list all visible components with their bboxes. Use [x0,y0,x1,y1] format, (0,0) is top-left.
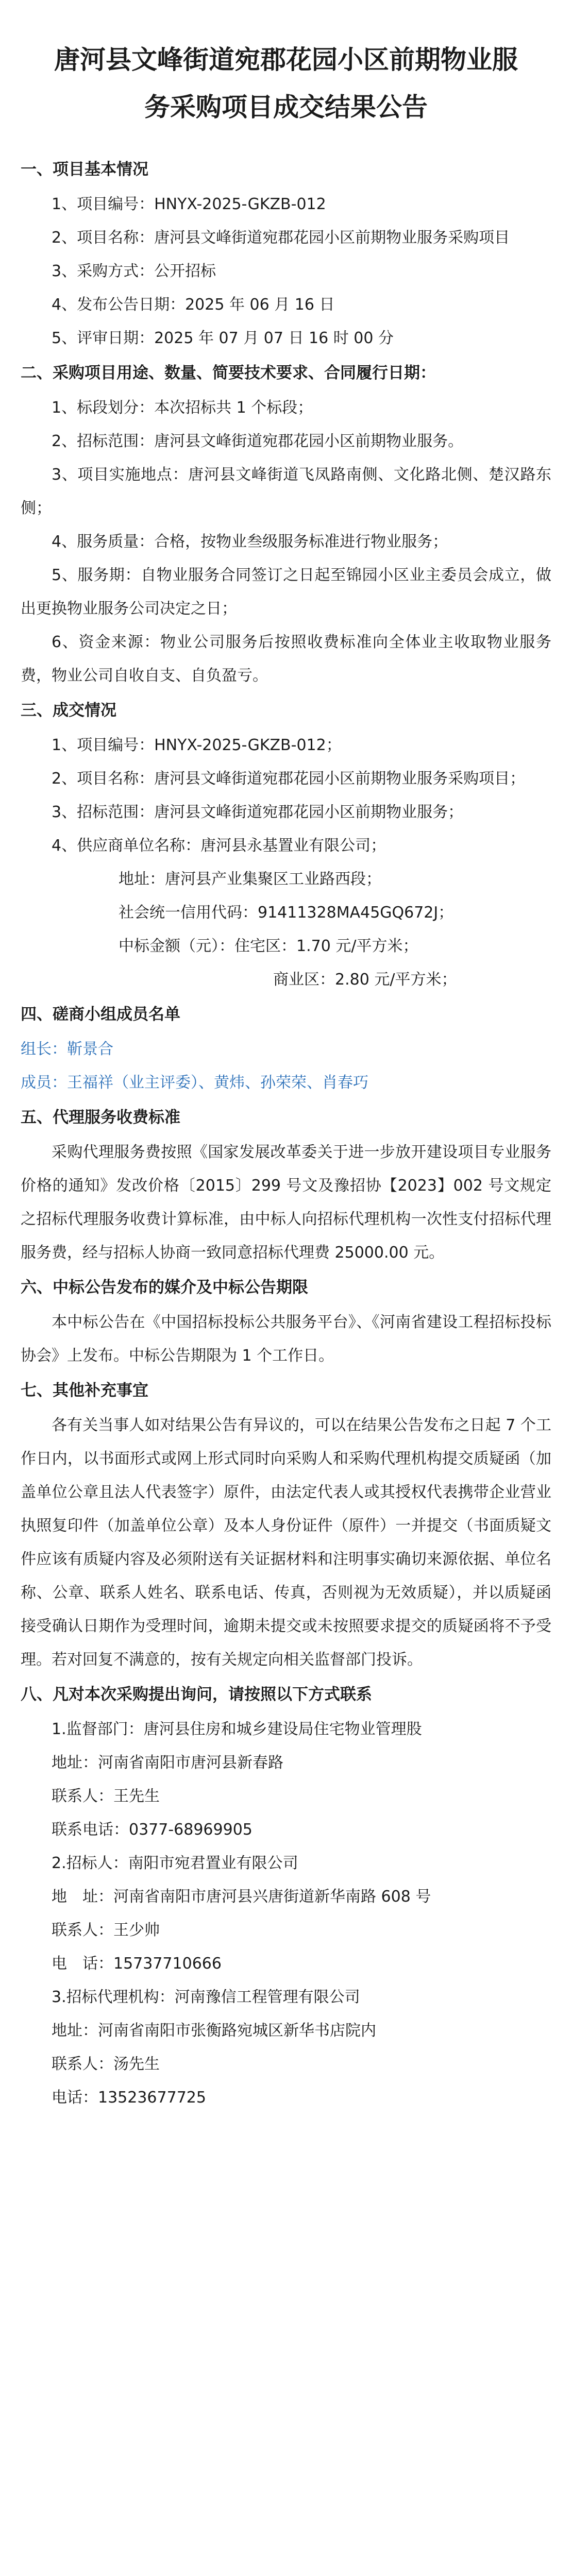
bid-scope: 2、招标范围：唐河县文峰街道宛郡花园小区前期物业服务。 [52,432,464,450]
project-name: 2、项目名称：唐河县文峰街道宛郡花园小区前期物业服务采购项目 [52,229,510,247]
section-1-heading: 一、项目基本情况 [21,160,148,179]
contact-agency-title: 3.招标代理机构：河南豫信工程管理有限公司 [52,1988,360,2006]
contact-supervisor-title: 1.监督部门：唐河县住房和城乡建设局住宅物业管理股 [52,1720,422,1738]
supplier-credit-code: 社会统一信用代码：91411328MA45GQ672J； [119,904,454,922]
contact-supervisor-person: 联系人：王先生 [52,1787,160,1805]
contact-tenderer-address: 地 址：河南省南阳市唐河县兴唐街道新华南路 608 号 [52,1888,431,1906]
panel-leader: 组长：靳景合 [21,1040,113,1058]
section-2-heading: 二、采购项目用途、数量、简要技术要求、合同履行日期： [21,364,436,382]
publish-date: 4、发布公告日期：2025 年 06 月 16 日 [52,296,335,314]
winning-price-residential: 中标金额（元）：住宅区：1.70 元/平方米； [119,937,418,955]
section-7-heading: 七、其他补充事宜 [21,1381,148,1400]
contact-tenderer-phone: 电 话：15737710666 [52,1955,222,1973]
deal-project-number: 1、项目编号：HNYX-2025-GKZB-012； [52,736,342,754]
contact-supervisor-address: 地址：河南省南阳市唐河县新春路 [52,1754,283,1772]
contact-agency-address: 地址：河南省南阳市张衡路宛城区新华书店院内 [52,2022,376,2040]
winning-price-commercial: 商业区：2.80 元/平方米； [273,971,457,989]
fund-source: 6、资金来源：物业公司服务后按照收费标准向全体业主收取物业服务费，物业公司自收自支、自负盈亏。 [21,633,551,685]
deal-bid-scope: 3、招标范围：唐河县文峰街道宛郡花园小区前期物业服务； [52,803,464,821]
procurement-method: 3、采购方式：公开招标 [52,262,216,280]
contact-tenderer-title: 2.招标人：南阳市宛君置业有限公司 [52,1854,298,1872]
section-8-heading: 八、凡对本次采购提出询问，请按照以下方式联系 [21,1685,372,1704]
project-number: 1、项目编号：HNYX-2025-GKZB-012 [52,195,326,213]
title-line-1: 唐河县文峰街道宛郡花园小区前期物业服 [54,45,518,75]
panel-members: 成员：王福祥（业主评委）、黄炜、孙荣荣、肖春巧 [21,1074,368,1092]
deal-project-name: 2、项目名称：唐河县文峰街道宛郡花园小区前期物业服务采购项目； [52,770,526,788]
section-5-heading: 五、代理服务收费标准 [21,1108,180,1127]
section-4-heading: 四、磋商小组成员名单 [21,1005,180,1024]
lot-division: 1、标段划分：本次招标共 1 个标段； [52,399,313,417]
contact-agency-person: 联系人：汤先生 [52,2055,160,2073]
publication-media-body: 本中标公告在《中国招标投标公共服务平台》、《河南省建设工程招标投标协会》上发布。中标公告期限为 1 个工作日。 [21,1313,551,1365]
contact-tenderer-person: 联系人：王少帅 [52,1921,160,1939]
contact-supervisor-phone: 联系电话：0377-68969905 [52,1821,253,1839]
section-3-heading: 三、成交情况 [21,701,116,720]
service-quality: 4、服务质量：合格，按物业叁级服务标准进行物业服务； [52,533,448,551]
section-6-heading: 六、中标公告发布的媒介及中标公告期限 [21,1278,308,1297]
implementation-location: 3、项目实施地点：唐河县文峰街道飞凤路南侧、文化路北侧、楚汉路东侧； [21,466,551,517]
contact-agency-phone: 电话：13523677725 [52,2089,206,2107]
service-period: 5、服务期：自物业服务合同签订之日起至锦园小区业主委员会成立，做出更换物业服务公司决定之日； [21,566,551,618]
title-line-2: 务采购项目成交结果公告 [144,92,428,122]
review-date: 5、评审日期：2025 年 07 月 07 日 16 时 00 分 [52,329,394,347]
supplier-address: 地址：唐河县产业集聚区工业路西段； [119,870,381,888]
supplementary-body: 各有关当事人如对结果公告有异议的，可以在结果公告发布之日起 7 个工作日内，以书面形式或网上形式同时向采购人和采购代理机构提交质疑函（加盖单位公章且法人代表签字）原件，由法定代表人或其授权代表携带企业营业执照复印件（加盖单位公章）及本人身份证件（原件）一并提交（书面质疑文件应该有质疑内容及必须附送有关证据材料和注明事实确切来源依据、单位名称、公章、联系人姓名、联系电话、传真，否则视为无效质疑），并以质疑函接受确认日期作为受理时间，逾期未提交或未按照要求提交的质疑函将不予受理。若对回复不满意的，按有关规定向相关监督部门投诉。 [21,1416,551,1669]
page-title [21,0,551,131]
agency-fee-body: 采购代理服务费按照《国家发展改革委关于进一步放开建设项目专业服务价格的通知》发改价格〔2015〕299 号文及豫招协【2023】002 号文规定之招标代理服务收费计算标准，由中标人向招标代理机构一次性支付招标代理服务费，经与招标人协商一致同意招标代理费 25000.00 元。 [21,1143,551,1262]
supplier-name: 4、供应商单位名称：唐河县永基置业有限公司； [52,837,386,855]
